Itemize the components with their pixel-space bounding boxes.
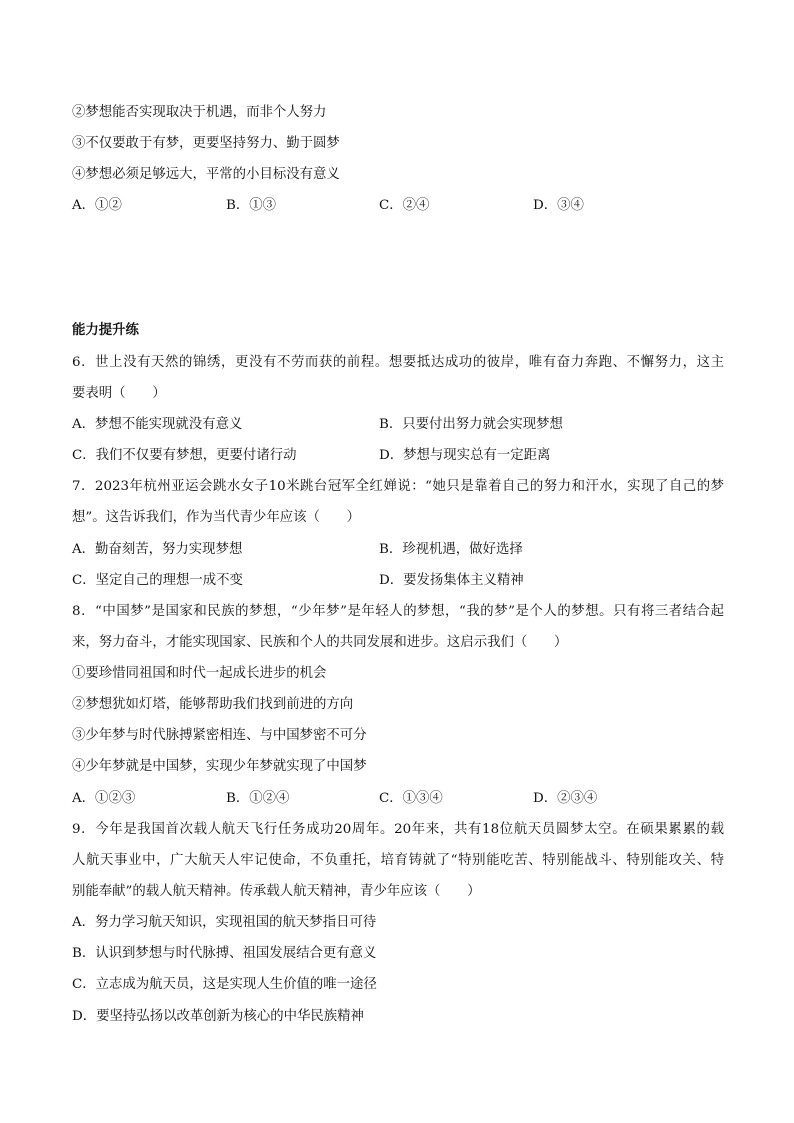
q9-stem-line2: 人航天事业中，广大航天人牢记使命，不负重托，培育铸就了“特别能吃苦、特别能战斗、特别能攻关、特 [72, 853, 724, 868]
q8-statement-1: ①要珍惜同祖国和时代一起成长进步的机会 [72, 666, 327, 681]
q7-option-d: D．要发扬集体主义精神 [379, 573, 524, 588]
q5-option-a: A．①② [72, 198, 122, 213]
q8-statement-2: ②梦想犹如灯塔，能够帮助我们找到前进的方向 [72, 697, 354, 712]
q8-option-a: A．①②③ [72, 791, 136, 806]
q8-option-d: D．②③④ [533, 791, 598, 806]
q5-option-b: B．①③ [226, 198, 277, 213]
q7-stem-line1: 7．2023年杭州亚运会跳水女子10米跳台冠军全红婵说：“她只是靠着自己的努力和汗水，实现了自己的梦 [72, 479, 724, 494]
q5-statement-3: ③不仅要敢于有梦，更要坚持努力、勤于圆梦 [72, 136, 340, 151]
q9-stem-line3: 别能奉献”的载人航天精神。传承载人航天精神，青少年应该（ ） [72, 884, 481, 899]
q6-stem-line2: 要表明（ ） [72, 386, 166, 401]
q5-option-c: C．②④ [379, 198, 430, 213]
q9-option-d: D．要坚持弘扬以改革创新为核心的中华民族精神 [72, 1009, 364, 1024]
q8-statement-4: ④少年梦就是中国梦，实现少年梦就实现了中国梦 [72, 759, 367, 774]
q6-option-a: A．梦想不能实现就没有意义 [72, 417, 243, 432]
q7-option-a: A．勤奋刻苦，努力实现梦想 [72, 542, 243, 557]
q7-stem-line2: 想”。这告诉我们，作为当代青少年应该（ ） [72, 510, 361, 525]
q6-stem-line1: 6．世上没有天然的锦绣，更没有不劳而获的前程。想要抵达成功的彼岸，唯有奋力奔跑、不懈努力，这主 [72, 355, 724, 370]
q6-option-d: D．梦想与现实总有一定距离 [379, 448, 551, 463]
q8-stem-line2: 来，努力奋斗，才能实现国家、民族和个人的共同发展和进步。这启示我们（ ） [72, 635, 568, 650]
q8-statement-3: ③少年梦与时代脉搏紧密相连、与中国梦密不可分 [72, 728, 367, 743]
q5-statement-2: ②梦想能否实现取决于机遇，而非个人努力 [72, 105, 327, 120]
q8-option-b: B．①②④ [226, 791, 290, 806]
q5-option-d: D．③④ [533, 198, 584, 213]
section-title: 能力提升练 [72, 322, 139, 338]
q6-option-c: C．我们不仅要有梦想，更要付诸行动 [72, 448, 297, 463]
q9-option-b: B．认识到梦想与时代脉搏、祖国发展结合更有意义 [72, 946, 377, 961]
q9-option-c: C．立志成为航天员，这是实现人生价值的唯一途径 [72, 977, 377, 992]
q8-stem-line1: 8．“中国梦”是国家和民族的梦想，“少年梦”是年轻人的梦想，“我的梦”是个人的梦想。只有将三者结合起 [72, 604, 724, 619]
q8-option-c: C．①③④ [379, 791, 443, 806]
q7-option-b: B．珍视机遇，做好选择 [379, 542, 523, 557]
q6-option-b: B．只要付出努力就会实现梦想 [379, 417, 563, 432]
q9-stem-line1: 9．今年是我国首次载人航天飞行任务成功20周年。20年来，共有18位航天员圆梦太空。在硕果累累的载 [72, 822, 724, 837]
q7-option-c: C．坚定自己的理想一成不变 [72, 573, 243, 588]
q9-option-a: A．努力学习航天知识，实现祖国的航天梦指日可待 [72, 915, 377, 930]
q5-statement-4: ④梦想必须足够远大，平常的小目标没有意义 [72, 167, 340, 182]
